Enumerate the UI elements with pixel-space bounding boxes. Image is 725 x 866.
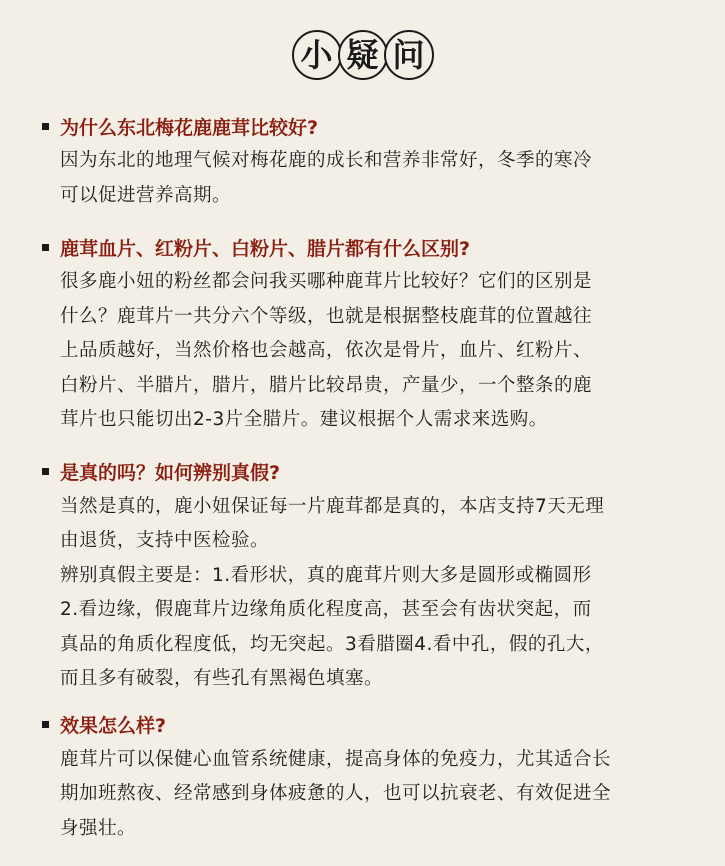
title-char: 问 [384, 30, 434, 80]
title-char: 疑 [338, 30, 388, 80]
answer-line: 真品的角质化程度低，均无突起。3看腊圈4.看中孔，假的孔大， [60, 633, 604, 655]
faq-section [42, 112, 702, 213]
faq-question [42, 458, 702, 486]
faq-answer [42, 490, 702, 697]
question-text: 为什么东北梅花鹿鹿茸比较好? [60, 116, 319, 139]
answer-line: 可以促进营养高期。 [60, 184, 232, 206]
answer-line: 什么？鹿茸片一共分六个等级，也就是根据整枝鹿茸的位置越往 [60, 305, 593, 327]
answer-line: 身强壮。 [60, 817, 137, 839]
bullet-icon [42, 244, 49, 251]
answer-line: 鹿茸片可以保健心血管系统健康，提高身体的免疫力，尤其适合长 [60, 748, 612, 770]
faq-question [42, 112, 702, 140]
question-text: 是真的吗？如何辨别真假? [60, 462, 281, 484]
faq-answer [42, 144, 702, 213]
answer-line: 当然是真的，鹿小妞保证每一片鹿茸都是真的，本店支持7天无理 [60, 495, 605, 517]
answer-line: 2.看边缘，假鹿茸片边缘角质化程度高，甚至会有齿状突起，而 [60, 599, 592, 620]
question-text: 效果怎么样? [60, 715, 167, 737]
answer-line: 由退货，支持中医检验。 [60, 530, 270, 551]
bullet-icon [42, 721, 49, 728]
answer-line: 上品质越好，当然价格也会越高，依次是骨片，血片、红粉片、 [60, 340, 593, 361]
answer-line: 期加班熬夜、经常感到身体疲惫的人，也可以抗衰老、有效促进全 [60, 783, 612, 804]
faq-question [42, 233, 702, 261]
title-bubbles [294, 30, 432, 80]
title-char: 小 [292, 30, 342, 80]
faq-section [42, 458, 702, 697]
answer-line: 很多鹿小妞的粉丝都会问我买哪种鹿茸片比较好？它们的区别是 [60, 271, 593, 292]
faq-section [42, 233, 702, 438]
faq-section [42, 711, 702, 847]
faq-answer [42, 265, 702, 438]
answer-line: 茸片也只能切出2-3片全腊片。建议根据个人需求来选购。 [60, 409, 548, 430]
page-title [0, 30, 725, 80]
bullet-icon [42, 123, 49, 130]
faq-question [42, 711, 702, 739]
answer-line: 因为东北的地理气候对梅花鹿的成长和营养非常好，冬季的寒冷 [60, 150, 593, 171]
bullet-icon [42, 468, 49, 475]
faq-answer [42, 743, 702, 847]
answer-line: 辨别真假主要是：1.看形状，真的鹿茸片则大多是圆形或椭圆形 [60, 564, 592, 586]
faq-content [42, 112, 702, 866]
question-text: 鹿茸血片、红粉片、白粉片、腊片都有什么区别? [60, 237, 471, 260]
answer-line: 白粉片、半腊片，腊片，腊片比较昂贵，产量少，一个整条的鹿 [60, 374, 593, 396]
answer-line: 而且多有破裂，有些孔有黑褐色填塞。 [60, 668, 384, 689]
